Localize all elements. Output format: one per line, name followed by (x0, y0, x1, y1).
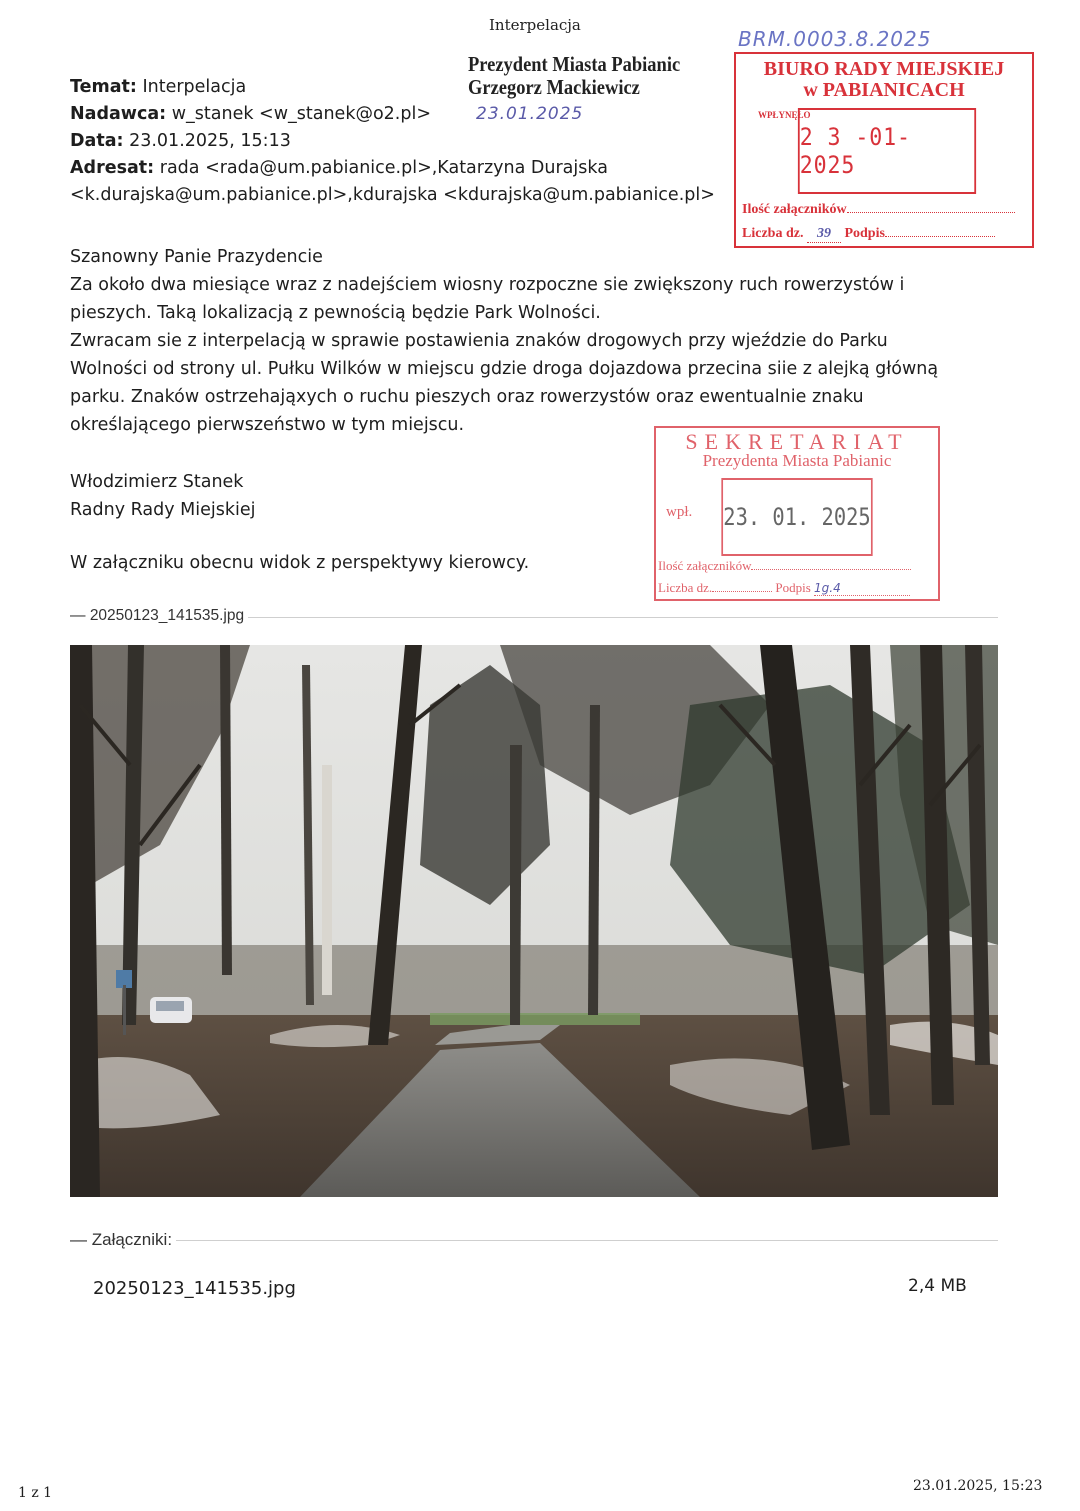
president-stamp-line2: Grzegorz Mackiewicz (468, 75, 640, 99)
email-header (70, 74, 715, 209)
paragraph-line: parku. Znaków ostrzehająxych o ruchu pieszych oraz rowerzystów oraz ewentualnie znaku (70, 387, 864, 407)
reference-number: BRM.0003.8.2025 (738, 27, 932, 51)
subject-row: Temat: Interpelacja (70, 77, 247, 97)
attachment-note: W załączniku obecnu widok z perspektywy kierowcy. (70, 553, 530, 573)
attachments-separator-label: Załączniki: (91, 1230, 173, 1249)
paragraph-line: Za około dwa miesiące wraz z nadejściem wiosny rozpoczne sie zwiększony ruch rowerzystów i (70, 275, 905, 295)
attachments-separator-line (70, 1240, 998, 1241)
biuro-rady-stamp (734, 52, 1034, 248)
sender-row: Nadawca: w_stanek <w_stanek@o2.pl> (70, 104, 431, 124)
image-separator: — 20250123_141535.jpg (70, 607, 248, 625)
sekretariat-stamp-attachments-label: Ilość załączników (658, 558, 752, 573)
biuro-stamp-line1: BIURO RADY MIEJSKIEJ (763, 58, 1005, 80)
subject-value: Interpelacja (142, 77, 247, 97)
letter-body (70, 243, 1030, 439)
biuro-stamp-attachments-label: Ilość załączników (742, 202, 847, 217)
recipient-row: Adresat: rada <rada@um.pabianice.pl>,Katarzyna Durajska (70, 158, 608, 178)
sekretariat-stamp-attachments-row (658, 558, 911, 574)
sekretariat-stamp-date: 23. 01. 2025 (721, 478, 872, 556)
attachments-separator: — Załączniki: (70, 1230, 176, 1250)
biuro-stamp-line2: w PABIANICACH (803, 79, 965, 101)
sekretariat-stamp-number-row (658, 580, 910, 596)
attachment-name[interactable]: 20250123_141535.jpg (93, 1278, 296, 1299)
recipient-value-line1: rada <rada@um.pabianice.pl>,Katarzyna Durajska (159, 158, 608, 178)
biuro-stamp-number-label: Liczba dz. (742, 226, 804, 241)
paragraph-line: określającego pierwszeństwo w tym miejscu. (70, 415, 465, 435)
president-handwritten-date: 23.01.2025 (476, 104, 584, 124)
sekretariat-stamp-wpl: wpł. (666, 504, 693, 520)
sekretariat-stamp-line2: Prezydenta Miasta Pabianic (702, 451, 892, 470)
sekretariat-stamp-signature-value: 1g.4 (814, 581, 910, 596)
sekretariat-stamp (654, 426, 940, 601)
biuro-stamp-date: 2 3 -01- 2025 (798, 108, 976, 194)
biuro-stamp-signature-label: Podpis (844, 226, 885, 241)
signature-role: Radny Rady Miejskiej (70, 500, 256, 520)
sekretariat-stamp-number-label: Liczba dz. (658, 580, 713, 595)
biuro-stamp-number-value: 39 (807, 226, 841, 243)
paragraph-line: pieszych. Taką lokalizacją z pewnością będzie Park Wolności. (70, 303, 601, 323)
sekretariat-stamp-signature-label: Podpis (775, 580, 811, 595)
attachment-size: 2,4 MB (908, 1276, 967, 1296)
paragraph-line: Wolności od strony ul. Pułku Wilków w miejscu gdzie droga dojazdowa przecina siie z alejką główną (70, 359, 939, 379)
greeting: Szanowny Panie Prazydencie (70, 247, 323, 267)
biuro-stamp-number-row (742, 226, 995, 243)
image-separator-label: 20250123_141535.jpg (89, 607, 245, 624)
recipient-value-line2: <k.durajska@um.pabianice.pl>,kdurajska <kdurajska@um.pabianice.pl> (70, 185, 715, 205)
signature-block (70, 468, 255, 524)
sender-value: w_stanek <w_stanek@o2.pl> (171, 104, 431, 124)
date-row: Data: 23.01.2025, 15:13 (70, 131, 291, 151)
biuro-stamp-vertical-label: WPŁYNĘŁO (758, 110, 811, 120)
president-stamp-line1: Prezydent Miasta Pabianic (468, 52, 681, 76)
biuro-stamp-attachments-row (742, 202, 1015, 218)
page-title: Interpelacja (489, 16, 581, 34)
signature-name: Włodzimierz Stanek (70, 472, 244, 492)
park-road-photo (70, 645, 998, 1197)
sekretariat-stamp-line1: SEKRETARIAT (685, 429, 909, 454)
footer-timestamp: 23.01.2025, 15:23 (913, 1478, 1043, 1494)
footer-page-number: 1 z 1 (18, 1485, 53, 1501)
date-value: 23.01.2025, 15:13 (129, 131, 291, 151)
paragraph-line: Zwracam sie z interpelacją w sprawie postawienia znaków drogowych przy wjeździe do Parku (70, 331, 888, 351)
